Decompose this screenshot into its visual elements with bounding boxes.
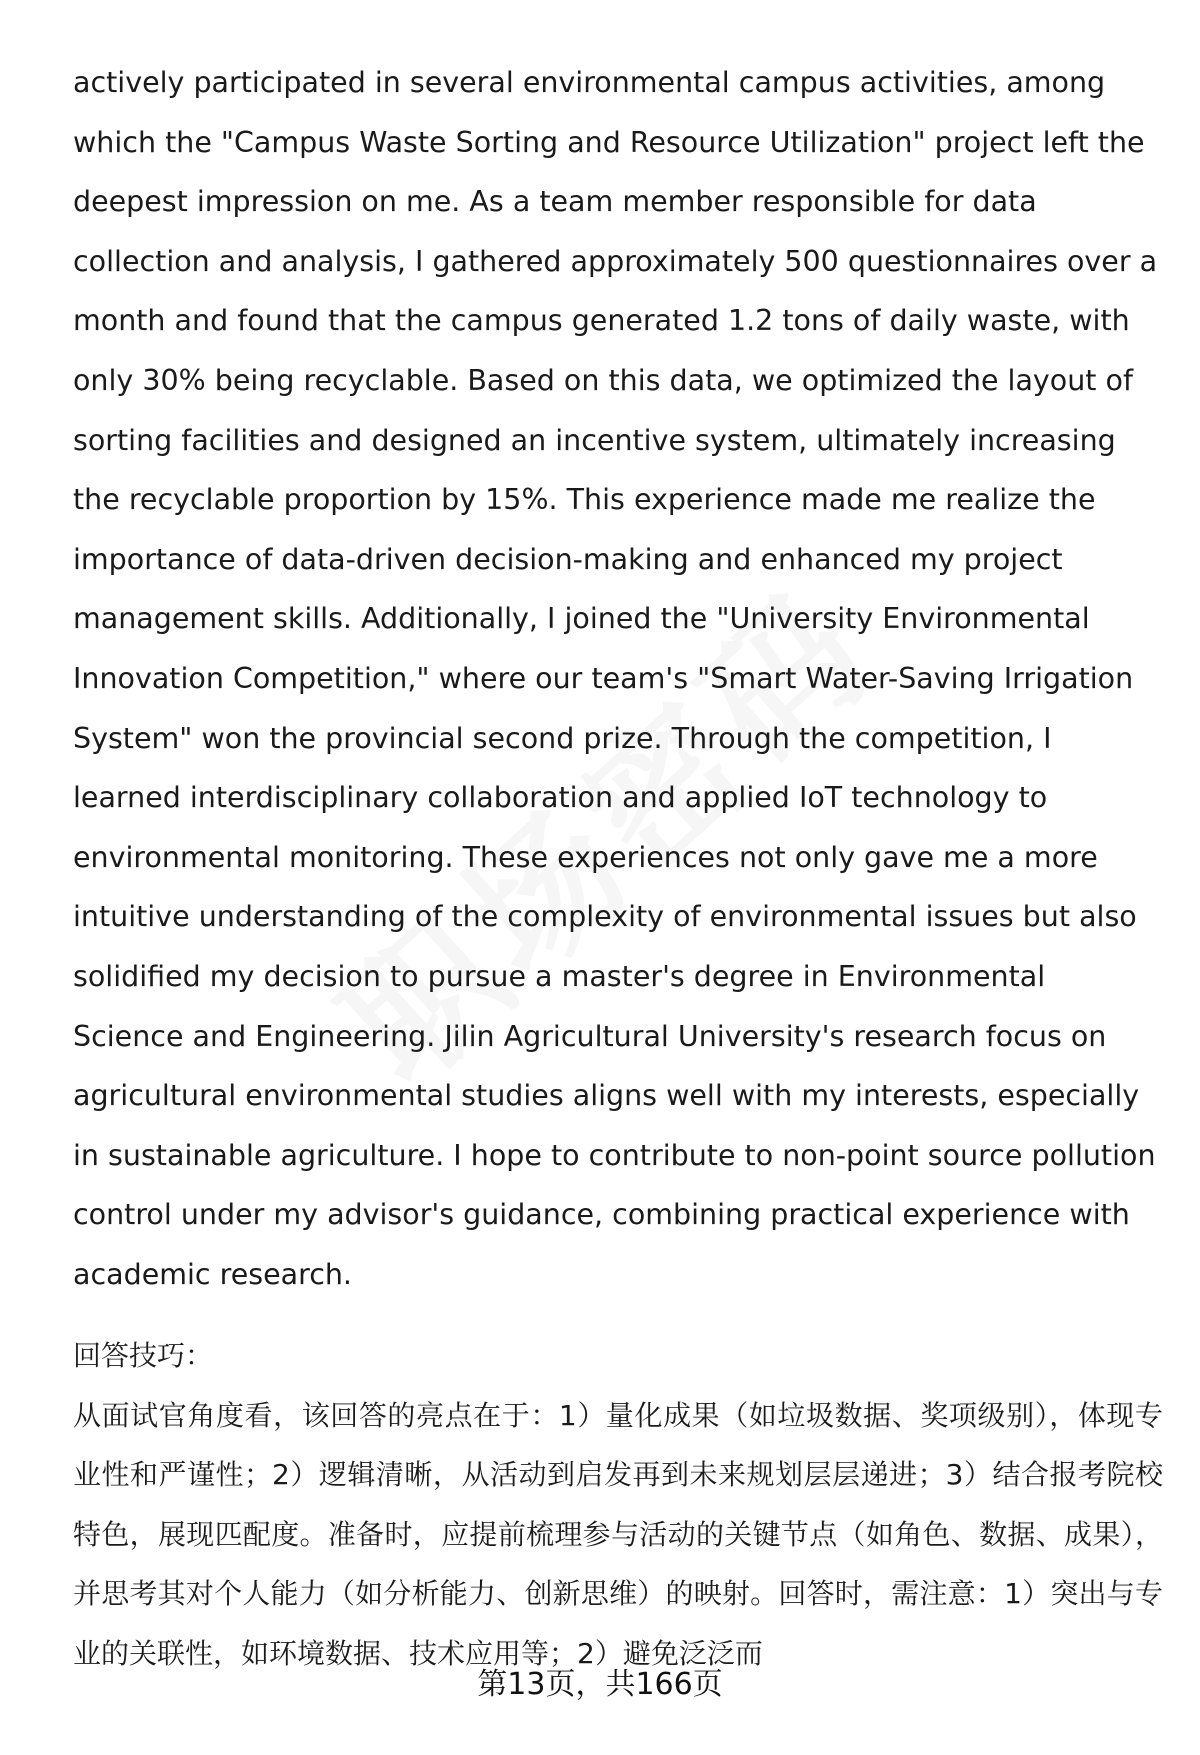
tips-paragraph: 从面试官角度看，该回答的亮点在于：1）量化成果（如垃圾数据、奖项级别），体现专业性和严谨性；2）逻辑清晰，从活动到启发再到未来规划层层递进；3）结合报考院校特色，展现匹配度。准备时，应提前梳理参与活动的关键节点（如角色、数据、成果），并思考其对个人能力（如分析能力、创新思维）的映射。回答时，需注意：1）突出与专业的关联性，如环境数据、技术应用等；2）避免泛泛而 <box>73 1398 1163 1670</box>
tips-heading: 回答技巧： <box>73 1339 214 1372</box>
answer-paragraph: actively participated in several environmental campus activities, among which the "Campus Waste Sorting and Resource Utilization" project left the deepest impression on me. As a team member responsible for data collection and analysis, I gathered approximately 500 questionnaires over a month and found that the campus generated 1.2 tons of daily waste, with only 30% being recyclable. Based on this data, we optimized the layout of sorting facilities and designed an incentive system, ultimately increasing the recyclable proportion by 15%. This experience made me realize the importance of data-driven decision-making and enhanced my project management skills. Additionally, I joined the "University Environmental Innovation Competition," where our team's "Smart Water-Saving Irrigation System" won the provincial second prize. Through the competition, I learned interdisciplinary collaboration and applied IoT technology to environmental monitoring. These experiences not only gave me a more intuitive understanding of the complexity of environmental issues but also solidified my decision to pursue a master's degree in Environmental Science and Engineering. Jilin Agricultural University's research focus on agricultural environmental studies aligns well with my interests, especially in sustainable agriculture. I hope to contribute to non-point source pollution control under my advisor's guidance, combining practical experience with academic research. <box>73 66 1158 1291</box>
page-number: 第13页，共166页 <box>477 1667 723 1702</box>
answer-tips-section <box>73 1326 1163 1684</box>
